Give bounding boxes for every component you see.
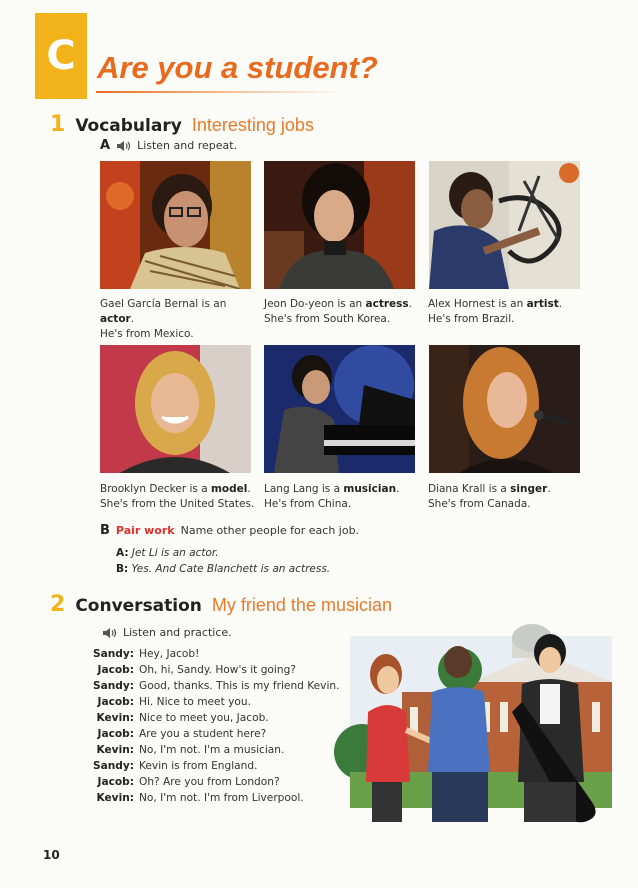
caption-singer <box>428 482 588 512</box>
dialogue-line <box>92 662 339 678</box>
example-line: Jet Li is an actor. <box>131 547 219 559</box>
speaker-name: Sandy: <box>92 648 134 660</box>
caption-actress <box>264 297 424 327</box>
speaker-name: Sandy: <box>92 760 134 772</box>
caption-origin: He's from China. <box>264 498 352 510</box>
caption-text: . <box>558 298 563 310</box>
section2-instruction: Listen and practice. <box>123 626 232 639</box>
speaker-name: Kevin: <box>96 712 134 724</box>
dialogue-text: Good, thanks. This is my friend Kevin. <box>139 680 340 692</box>
photo-actor <box>100 161 251 289</box>
job-word: musician <box>343 483 397 495</box>
photo-singer <box>429 345 580 473</box>
job-word: actor <box>100 313 131 325</box>
dialogue-line <box>92 710 339 726</box>
pair-work-label: Pair work <box>115 524 175 537</box>
dialogue-text: Kevin is from England. <box>139 760 258 772</box>
caption-model <box>100 482 260 512</box>
caption-origin: She's from South Korea. <box>264 313 391 325</box>
example-line: Yes. And Cate Blanchett is an actress. <box>131 563 331 575</box>
job-word: artist <box>526 298 559 310</box>
caption-text: . <box>408 298 413 310</box>
caption-text: . <box>547 483 551 495</box>
section1-title: Vocabulary <box>75 116 182 136</box>
section2-instruction-row <box>102 626 232 639</box>
section2-number: 2 <box>50 592 66 617</box>
speaker-name: Kevin: <box>96 792 134 804</box>
section-letter-badge <box>35 13 87 99</box>
dialogue-line <box>92 758 339 774</box>
caption-text: . <box>130 313 135 325</box>
caption-origin: He's from Brazil. <box>428 313 515 325</box>
page-number: 10 <box>43 848 60 862</box>
caption-text: . <box>396 483 400 495</box>
dialogue-text: Oh? Are you from London? <box>139 776 280 788</box>
dialogue-text: Are you a student here? <box>139 728 267 740</box>
section1-subtitle: Interesting jobs <box>191 115 314 135</box>
example-speaker: A: <box>116 547 129 559</box>
dialogue-line <box>92 790 339 806</box>
part-b-letter: B <box>100 523 110 538</box>
speaker-name: Sandy: <box>92 680 134 692</box>
dialogue-line <box>92 678 339 694</box>
job-word: model <box>210 483 248 495</box>
speaker-name: Jacob: <box>97 664 134 676</box>
dialogue-line <box>92 646 339 662</box>
audio-speaker-icon[interactable] <box>116 140 131 152</box>
speaker-name: Kevin: <box>96 744 134 756</box>
caption-origin: He's from Mexico. <box>100 328 194 340</box>
caption-actor <box>100 297 260 342</box>
caption-text: . <box>247 483 251 495</box>
caption-origin: She's from Canada. <box>428 498 531 510</box>
dialogue-text: No, I'm not. I'm a musician. <box>139 744 285 756</box>
dialogue-line <box>92 774 339 790</box>
dialogue-line <box>92 742 339 758</box>
dialogue-text: Hi. Nice to meet you. <box>139 696 251 708</box>
conversation-illustration <box>322 612 612 824</box>
dialogue-text: Nice to meet you, Jacob. <box>139 712 269 724</box>
photo-model <box>100 345 251 473</box>
page-title: Are you a student? <box>97 50 378 85</box>
caption-text: Diana Krall is a <box>428 483 511 495</box>
part-b-instruction: Name other people for each job. <box>180 524 360 537</box>
section1-heading <box>50 112 314 137</box>
caption-origin: She's from the United States. <box>100 498 255 510</box>
photo-actress <box>264 161 415 289</box>
dialogue-text: Hey, Jacob! <box>139 648 200 660</box>
caption-artist <box>428 297 588 327</box>
part-a-letter: A <box>100 138 111 153</box>
photo-musician <box>264 345 415 473</box>
conversation-transcript <box>92 646 339 806</box>
photo-artist <box>429 161 580 289</box>
dialogue-text: Oh, hi, Sandy. How's it going? <box>139 664 296 676</box>
job-word: singer <box>510 483 548 495</box>
title-underline <box>96 91 346 93</box>
section2-title: Conversation <box>75 596 202 616</box>
speaker-name: Jacob: <box>97 776 134 788</box>
pair-work-example <box>116 545 330 577</box>
caption-text: Alex Hornest is an <box>428 298 527 310</box>
caption-text: Brooklyn Decker is a <box>100 483 211 495</box>
speaker-name: Jacob: <box>97 728 134 740</box>
caption-text: Lang Lang is a <box>264 483 344 495</box>
part-a-instruction: Listen and repeat. <box>137 139 238 152</box>
audio-speaker-icon[interactable] <box>102 627 117 639</box>
caption-musician <box>264 482 424 512</box>
section1-number: 1 <box>50 112 66 137</box>
part-a-instruction-row <box>100 138 237 153</box>
speaker-name: Jacob: <box>97 696 134 708</box>
caption-text: Jeon Do-yeon is an <box>264 298 366 310</box>
part-b-instruction-row <box>100 523 359 538</box>
example-speaker: B: <box>116 563 129 575</box>
section2-subtitle: My friend the musician <box>211 595 392 615</box>
dialogue-text: No, I'm not. I'm from Liverpool. <box>139 792 304 804</box>
section-letter: C <box>46 33 76 79</box>
job-word: actress <box>365 298 409 310</box>
dialogue-line <box>92 694 339 710</box>
caption-text: Gael García Bernal is an <box>100 298 227 310</box>
dialogue-line <box>92 726 339 742</box>
